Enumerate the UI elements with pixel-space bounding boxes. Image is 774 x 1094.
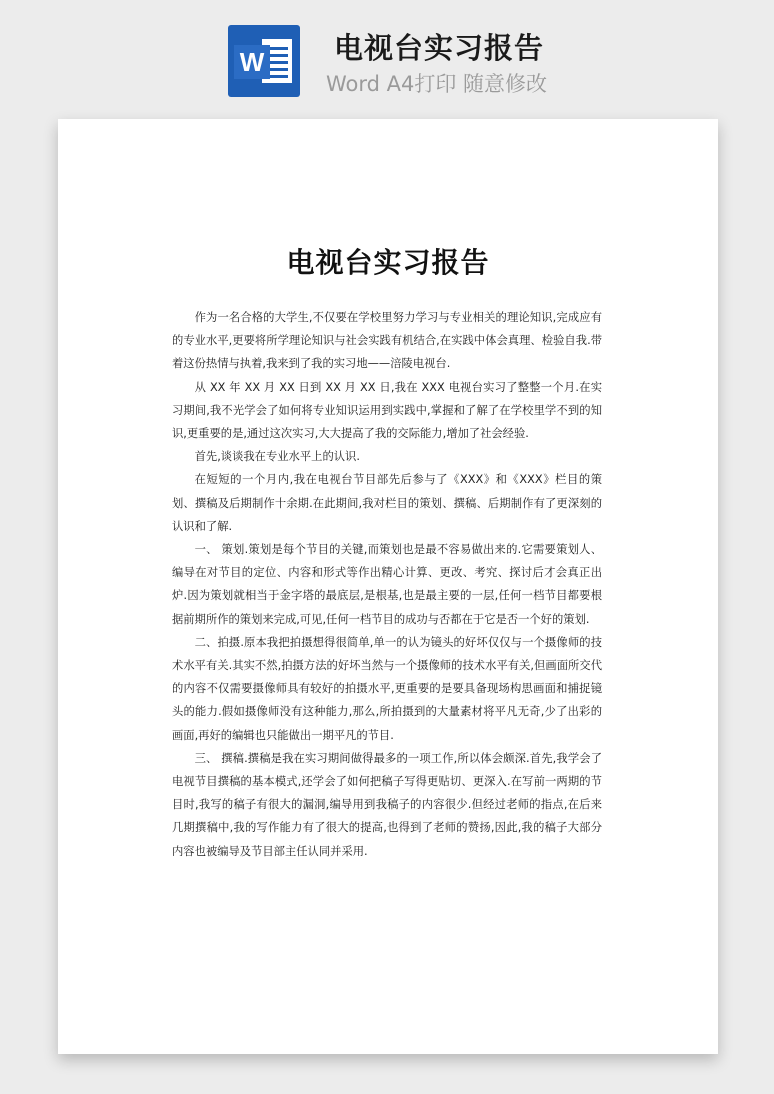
- paragraph: 二、拍摄.原本我把拍摄想得很简单,单一的认为镜头的好坏仅仅与一个摄像师的技术水平有关.其实不然,拍摄方法的好坏当然与一个摄像师的技术水平有关,但画面所交代的内容不仅需要摄像师具有较好的拍摄水平,更重要的是要具备现场构思画面和捕捉镜头的能力.假如摄像师没有这种能力,那么,所拍摄到的大量素材将平凡无奇,少了出彩的画面,再好的编辑也只能做出一期平凡的节目.: [172, 635, 602, 742]
- banner-title: 电视台实习报告: [334, 31, 545, 65]
- word-letter-badge: W: [234, 45, 270, 79]
- paragraph: 在短短的一个月内,我在电视台节目部先后参与了《XXX》和《XXX》栏目的策划、撰稿及后期制作十余期.在此期间,我对栏目的策划、撰稿、后期制作有了更深刻的认识和了解.: [172, 473, 602, 533]
- document-body: [172, 306, 602, 863]
- header-banner: [0, 0, 774, 110]
- paragraph: 一、 策划.策划是每个节目的关键,而策划也是最不容易做出来的.它需要策划人、编导在对节目的定位、内容和形式等作出精心计算、更改、考究、探讨后才会真正出炉.因为策划就相当于金字塔的最底层,是根基,也是最主要的一层,任何一档节目都要根据前期所作的策划来完成,可见,任何一档节目的成功与否都在于它是否一个好的策划.: [172, 543, 602, 626]
- paragraph: 从 XX 年 XX 月 XX 日到 XX 月 XX 日,我在 XXX 电视台实习了整整一个月.在实习期间,我不光学会了如何将专业知识运用到实践中,掌握和了解了在学校里学不到的知识,更重要的是,通过这次实习,大大提高了我的交际能力,增加了社会经验.: [172, 380, 602, 441]
- document-title: 电视台实习报告: [286, 246, 490, 279]
- word-document-icon: [228, 25, 300, 97]
- paragraph: 首先,谈谈我在专业水平上的认识.: [194, 450, 360, 464]
- document-page: [58, 119, 718, 1054]
- paragraph: 三、 撰稿.撰稿是我在实习期间做得最多的一项工作,所以体会颇深.首先,我学会了电视节目撰稿的基本模式,还学会了如何把稿子写得更贴切、更深入.在写前一两期的节目时,我写的稿子有很大的漏洞,编导用到我稿子的内容很少.但经过老师的指点,在后来几期撰稿中,我的写作能力有了很大的提高,也得到了老师的赞扬,因此,我的稿子大部分内容也被编导及节目部主任认同并采用.: [172, 751, 602, 858]
- paragraph: 作为一名合格的大学生,不仅要在学校里努力学习与专业相关的理论知识,完成应有的专业水平,更要将所学理论知识与社会实践有机结合,在实践中体会真理、检验自我.带着这份热情与执着,我来到了我的实习地——涪陵电视台.: [172, 311, 602, 371]
- banner-subtitle: Word A4打印 随意修改: [326, 72, 548, 96]
